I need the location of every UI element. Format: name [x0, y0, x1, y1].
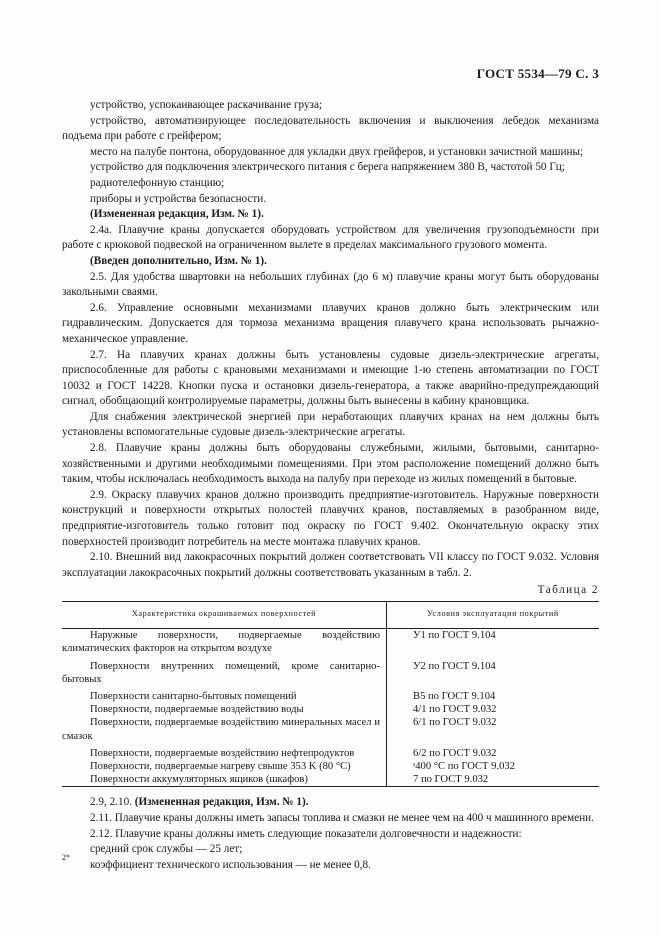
condition-cell: У1 по ГОСТ 9.104	[413, 630, 496, 642]
condition-cell: У2 по ГОСТ 9.104	[413, 660, 496, 672]
table-row	[62, 760, 599, 773]
paragraph-text: 2.12. Плавучие краны должны иметь следующие показатели долговечности и надежности:	[90, 827, 522, 840]
paragraph	[62, 160, 599, 176]
paragraph-text: радиотелефонную станцию;	[90, 176, 225, 189]
table-label: Таблица 2	[537, 584, 599, 597]
page-header: ГОСТ 5534—79 С. 3	[476, 66, 599, 81]
paragraph	[62, 858, 599, 874]
top-paragraphs	[62, 98, 599, 581]
paragraph-text: приборы и устройства безопасности.	[90, 192, 267, 205]
edit-note: (Измененная редакция, Изм. № 1).	[134, 796, 309, 809]
conditions-table	[62, 601, 599, 787]
paragraph	[62, 223, 599, 254]
paragraph	[62, 207, 599, 223]
paragraph	[62, 348, 599, 410]
paragraph	[62, 827, 599, 843]
paragraph	[62, 114, 599, 145]
surface-cell: Поверхности внутренних помещений, кроме санитарно-бытовых	[62, 660, 380, 685]
paragraph-text: 2.8. Плавучие краны должны быть оборудованы служебными, жилыми, бытовыми, санитарно-хозяйственными и другими необходимыми помещениями. При этом расположение помещений должно быть таким, чтобы исключалась необходимость выхода на палубу при переходе из жилых помещений в бытовые.	[62, 442, 599, 486]
paragraph	[62, 301, 599, 348]
surface-cell: Поверхности, подвергаемые воздействию нефтепродуктов	[90, 747, 355, 759]
document-body	[62, 98, 599, 873]
paragraph-text: Для снабжения электрической энергией при неработающих плавучих кранах на нем должны быть установлены вспомогательные судовые дизель-электрические агрегаты.	[62, 410, 599, 439]
paragraph	[62, 270, 599, 301]
condition-cell: В5 по ГОСТ 9.104	[413, 691, 496, 703]
table-row	[62, 716, 599, 742]
paragraph-text: 2.7. На плавучих кранах должны быть установлены судовые дизель-электрические агрегаты, приспособленные для работы с крановыми механизмами и имеющие 1-ю степень автоматизации по ГОСТ 10032 и ГОСТ 14228. Кнопки пуска и остановки дизель-генератора, а также аварийно-предупреждающий сигнал, обобщающий контролируемые параметры, должны быть вынесены в кабину крановщика.	[62, 348, 599, 408]
edit-note: (Введен дополнительно, Изм. № 1).	[90, 254, 267, 267]
paragraph-text: 2.5. Для удобства швартовки на небольших глубинах (до 6 м) плавучие краны могут быть оборудованы закольными сваями.	[62, 270, 599, 299]
condition-cell: 7 по ГОСТ 9.032	[413, 774, 489, 786]
surface-cell: Поверхности санитарно-бытовых помещений	[90, 691, 297, 703]
paragraph	[62, 550, 599, 581]
paragraph	[62, 176, 599, 192]
surface-cell: Поверхности, подвергаемые нагреву свыше 353 K (80 °С)	[90, 761, 351, 773]
paragraph	[62, 488, 599, 550]
paragraph-prefix: 2.9, 2.10.	[90, 796, 135, 809]
paragraph-text: устройство для подключения электрического питания с берега напряжением 380 В, частотой 50 Гц;	[90, 161, 565, 174]
paragraph	[62, 410, 599, 441]
paragraph-text: 2.10. Внешний вид лакокрасочных покрытий должен соответствовать VII классу по ГОСТ 9.032. Условия эксплуатации лакокрасочных покрытий должны соответствовать указанным в табл. 2.	[62, 551, 599, 579]
condition-cell: 6/2 по ГОСТ 9.032	[413, 747, 497, 759]
condition-cell: ˢ400 °С по ГОСТ 9.032	[413, 761, 516, 773]
paragraph	[62, 254, 599, 270]
table-header-surface: Характеристика окрашиваемых поверхностей	[62, 602, 387, 629]
table-header-condition: Условия эксплуатации покрытий	[387, 602, 600, 629]
table-row	[62, 773, 599, 787]
paragraph-text: место на палубе понтона, оборудованное для укладки двух грейферов, и установки зачистной машины;	[90, 145, 584, 158]
table-row	[62, 690, 599, 703]
paragraph-text: 2.4а. Плавучие краны допускается оборудовать устройством для увеличения грузоподъемности при работе с крюковой подвеской на ограниченном вылете в пределах максимального грузового момента.	[62, 223, 599, 252]
paragraph-text: 2.6. Управление основными механизмами плавучих кранов должно быть электрическим или гидравлическим. Допускается для тормоза механизма вращения плавучего крана использовать рычажно-механическое управление.	[62, 301, 599, 345]
paragraph-text: 2.9. Окраску плавучих кранов должно производить предприятие-изготовитель. Наружные поверхности конструкций и поверхности открытых полостей плавучих кранов, поставляемых в разобранном виде, предприятие-изготовитель только готовит под окраску по ГОСТ 9.402. Окончательную окраску этих поверхностей производит потребитель на месте монтажа плавучих кранов.	[62, 488, 599, 548]
table-row	[62, 629, 599, 656]
surface-cell: Поверхности аккумуляторных ящиков (шкафов)	[90, 774, 308, 786]
surface-cell: Наружные поверхности, подвергаемые воздействию климатических факторов на открытом воздухе	[62, 630, 380, 655]
table-row	[62, 660, 599, 686]
table-row	[62, 747, 599, 760]
paragraph	[62, 842, 599, 858]
paragraph-text: средний срок службы — 25 лет;	[90, 843, 243, 856]
condition-cell: 4/1 по ГОСТ 9.032	[413, 704, 497, 716]
table-row	[62, 703, 599, 716]
paragraph-text: коэффициент технического использования — не менее 0,8.	[90, 858, 371, 871]
condition-cell: 6/1 по ГОСТ 9.032	[413, 717, 497, 729]
bottom-paragraphs	[62, 795, 599, 873]
paragraph	[62, 441, 599, 488]
paragraph-text: устройство, автоматизирующее последовательность включения и выключения лебедок механизма подъема при работе с грейфером;	[62, 114, 599, 143]
paragraph-text: 2.11. Плавучие краны должны иметь запасы топлива и смазки не менее чем на 400 ч машинного времени.	[90, 812, 594, 825]
edit-note: (Измененная редакция, Изм. № 1).	[90, 208, 264, 221]
paragraph	[62, 795, 599, 811]
paragraph	[62, 145, 599, 161]
paragraph	[62, 98, 599, 114]
paragraph-text: устройство, успокаивающее раскачивание груза;	[90, 99, 323, 111]
surface-cell: Поверхности, подвергаемые воздействию минеральных масел и смазок	[62, 717, 380, 742]
page-footer: 2*	[62, 853, 70, 862]
paragraph	[62, 811, 599, 827]
paragraph	[62, 192, 599, 208]
surface-cell: Поверхности, подвергаемые воздействию воды	[90, 704, 304, 716]
